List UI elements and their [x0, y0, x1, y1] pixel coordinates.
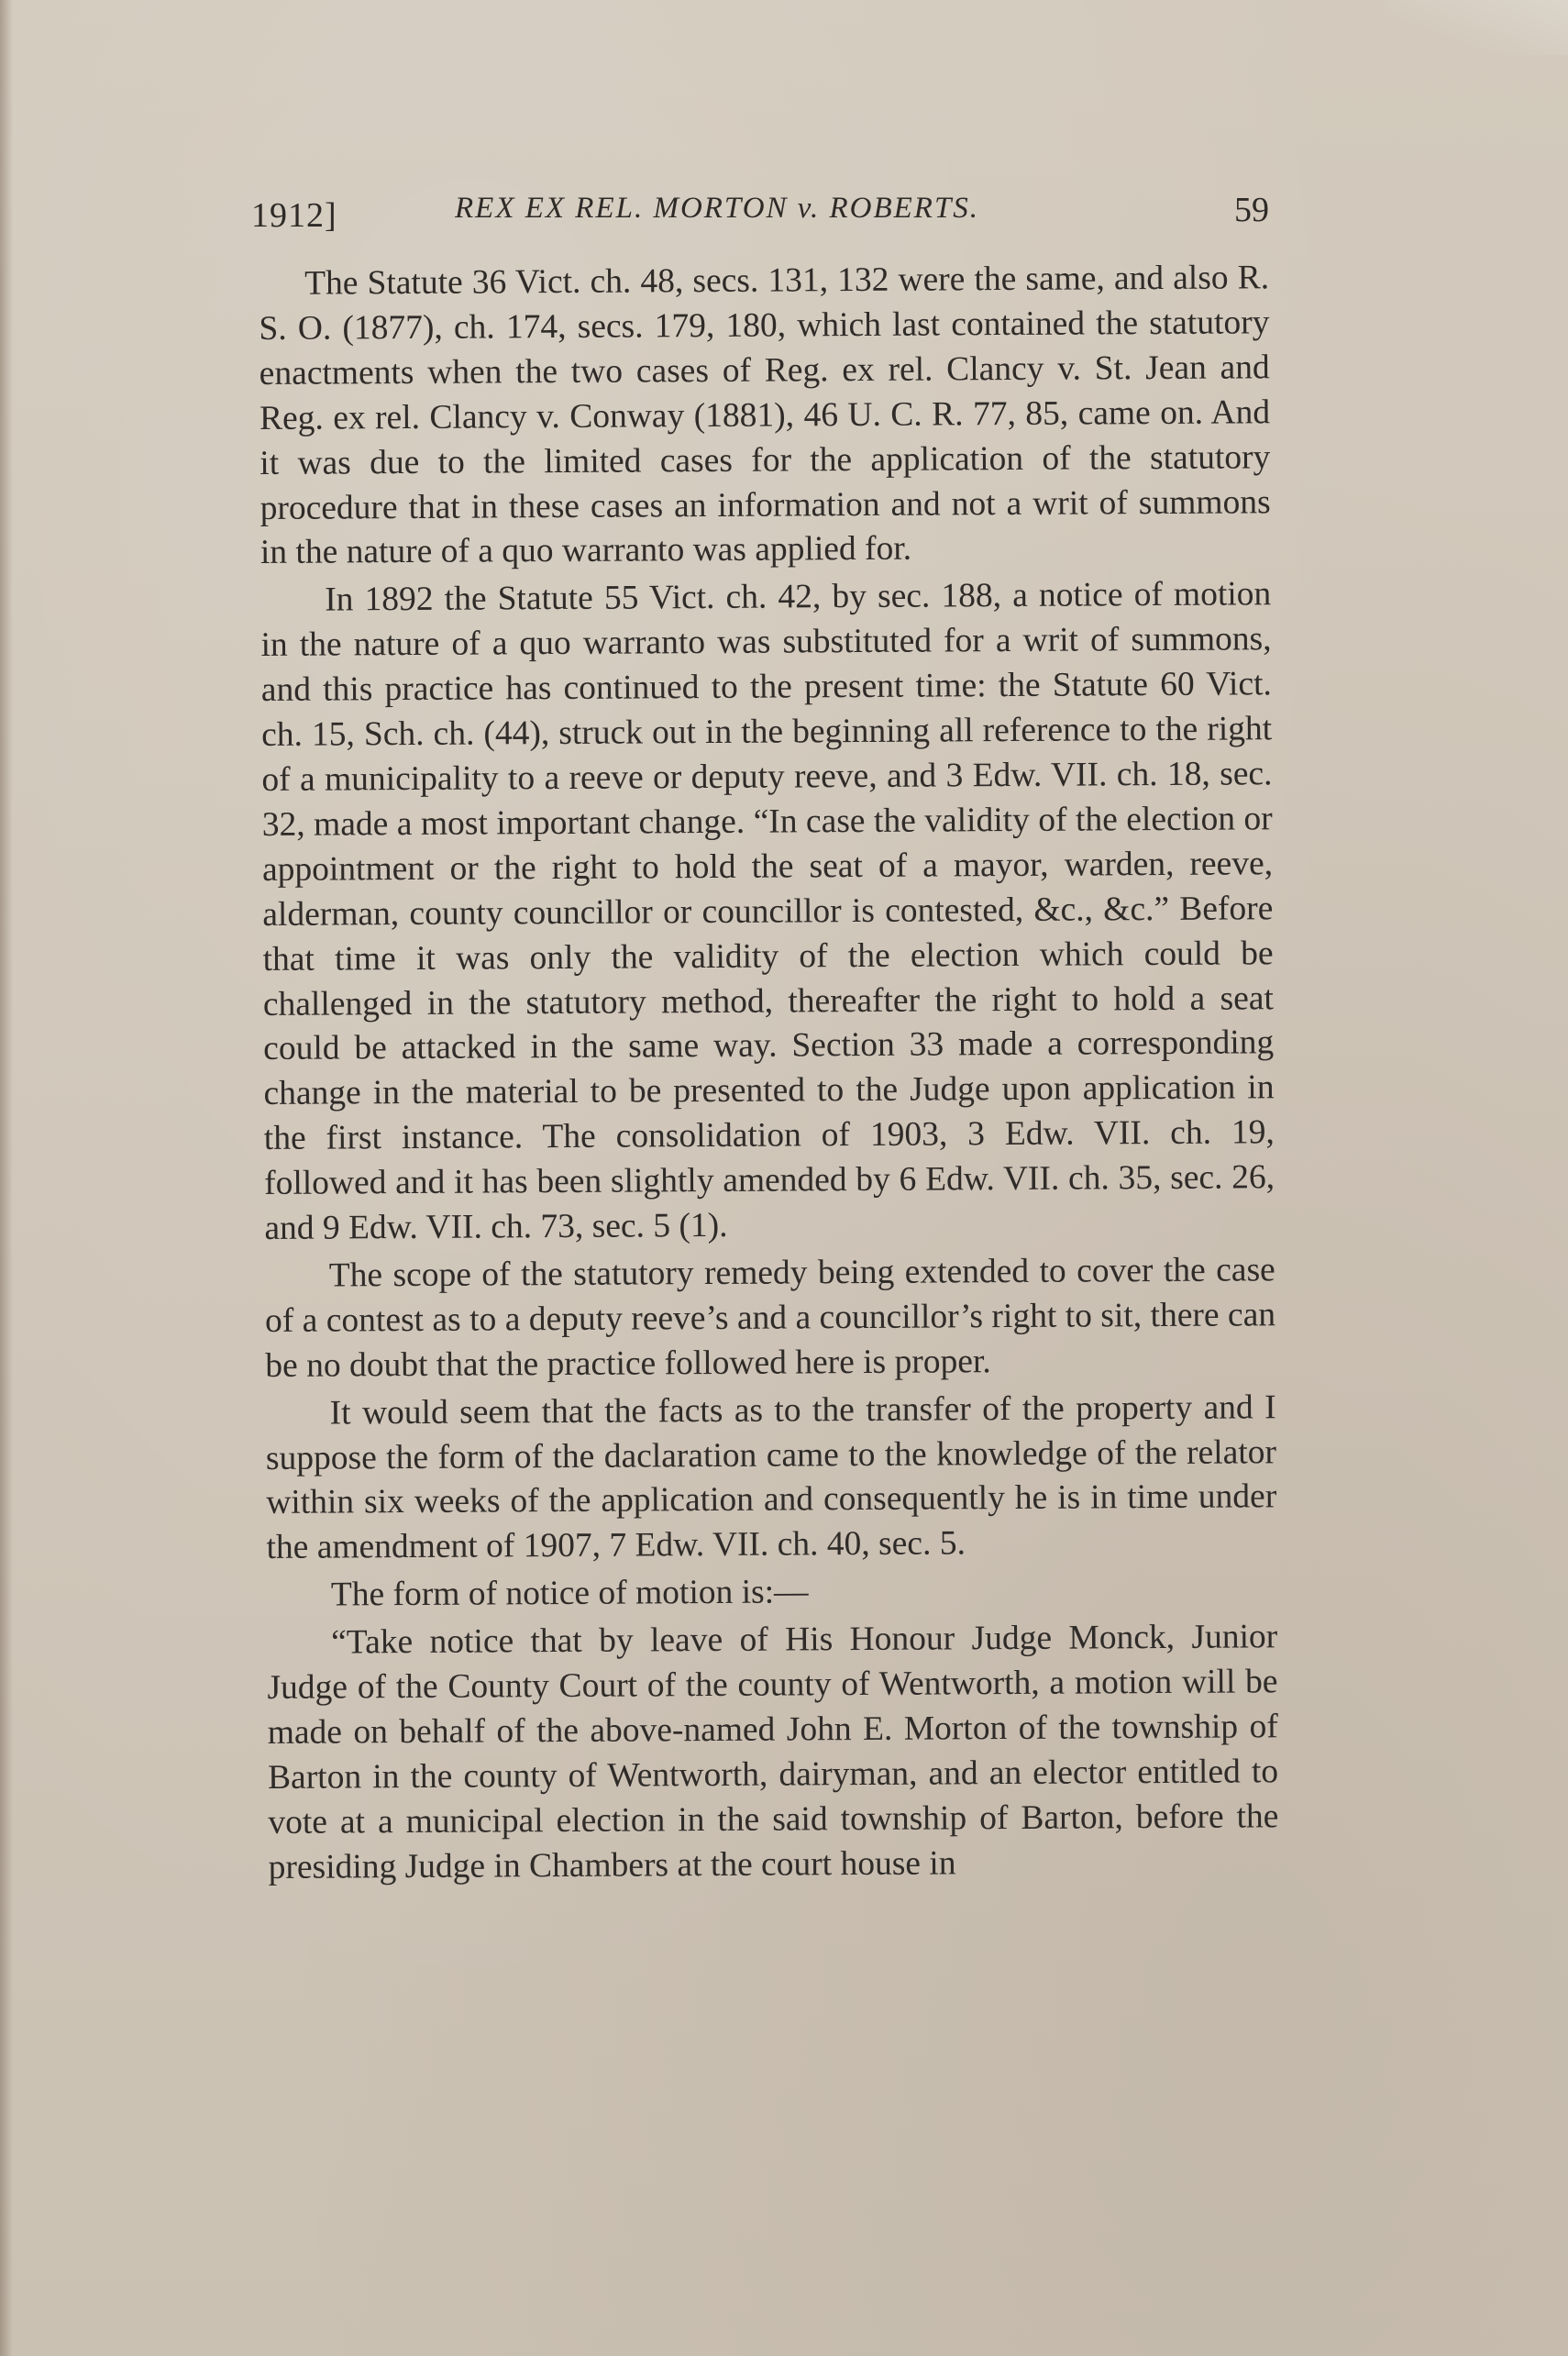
paragraph-5: The form of notice of motion is:—: [330, 1573, 809, 1614]
header-year: 1912]: [251, 196, 337, 235]
page-binding-shadow: [0, 0, 13, 2356]
body-text: [259, 256, 1279, 1893]
page-number: 59: [1234, 191, 1269, 229]
paragraph-6: “Take notice that by leave of His Honour Judge Monck, Junior Judge of the County Court of the county of Wentworth, a motion will be made on behalf of the above-named John E. Morton of the township of Barton in the county of Wentworth, dairyman, and an elector entitled to vote at a municipal election in the said township of Barton, before the presiding Judge in Chambers at the court house in: [267, 1618, 1279, 1886]
page-corner: [1385, 0, 1568, 55]
paragraph-3: The scope of the statutory remedy being extended to cover the case of a contest as to a deputy reeve’s and a councillor’s right to sit, there can be no doubt that the practice followed here is proper.: [264, 1251, 1276, 1385]
page-header: [251, 188, 1269, 243]
paragraph-1: The Statute 36 Vict. ch. 48, secs. 131, 132 were the same, and also R. S. O. (1877), ch. 174, secs. 179, 180, which last contained the statutory enactments when the two cases of Reg. ex rel. Clancy v. St. Jean and Reg. ex rel. Clancy v. Conway (1881), 46 U. C. R. 77, 85, came on. And it was due to the limited cases for the application of the statutory procedure that in these cases an information and not a writ of summons in the nature of a quo warranto was applied for.: [259, 259, 1271, 572]
paragraph-4: It would seem that the facts as to the transfer of the property and I suppose the form of the daclaration came to the knowledge of the relator within six weeks of the application and consequently he is in time under the amendment of 1907, 7 Edw. VII. ch. 40, sec. 5.: [265, 1388, 1277, 1567]
running-title: REX EX REL. MORTON v. ROBERTS.: [455, 192, 980, 225]
paragraph-2: In 1892 the Statute 55 Vict. ch. 42, by sec. 188, a notice of motion in the nature of a quo warranto was substituted for a writ of summons, and this practice has continued to the present time: the Statute 60 Vict. ch. 15, Sch. ch. (44), struck out in the beginning all reference to the right of a municipality to a reeve or deputy reeve, and 3 Edw. VII. ch. 18, sec. 32, made a most important change. “In case the validity of the election or appointment or the right to hold the seat of a mayor, warden, reeve, alderman, county councillor or councillor is contested, &c., &c.” Before that time it was only the validity of the election which could be challenged in the statutory method, thereafter the right to hold a seat could be attacked in the same way. Section 33 made a corresponding change in the material to be presented to the Judge upon application in the first instance. The consolidation of 1903, 3 Edw. VII. ch. 19, followed and it has been slightly amended by 6 Edw. VII. ch. 35, sec. 26, and 9 Edw. VII. ch. 73, sec. 5 (1).: [260, 575, 1275, 1248]
